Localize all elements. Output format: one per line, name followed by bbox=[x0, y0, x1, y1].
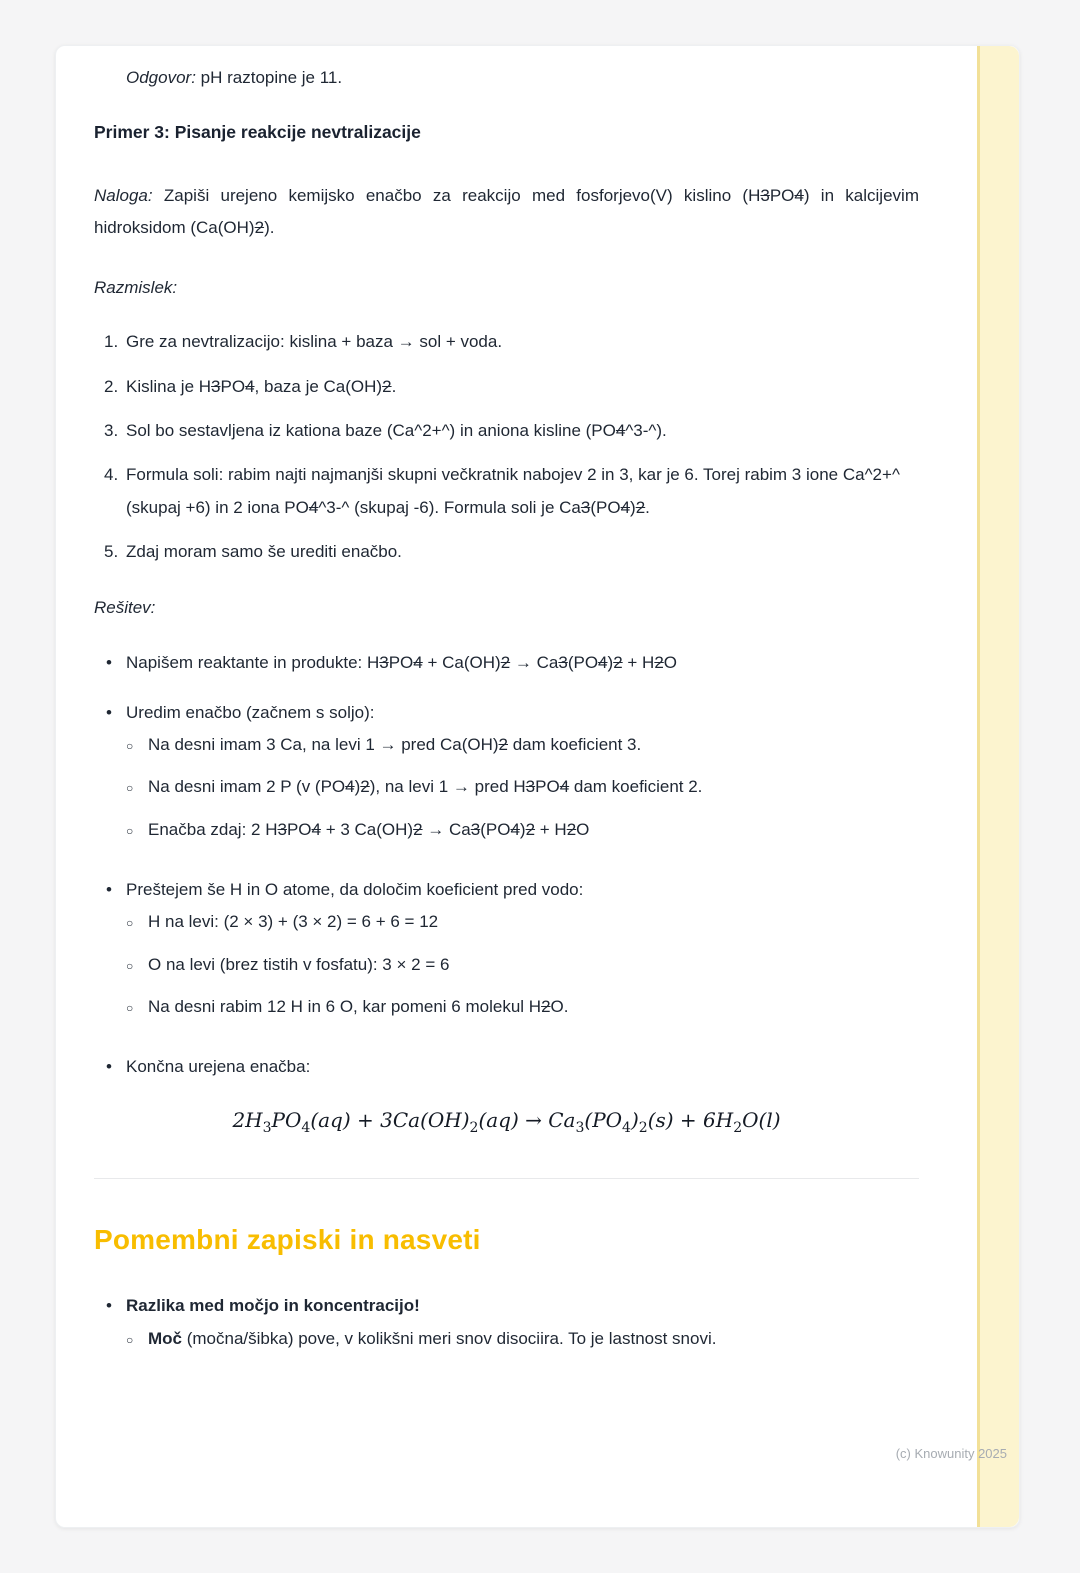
bullet-icon: • bbox=[106, 702, 112, 722]
text-segment: Končna urejena enačba: bbox=[126, 1057, 311, 1077]
text-segment: → Ca bbox=[422, 819, 471, 839]
list-item-body bbox=[126, 697, 919, 856]
text-segment: 2 bbox=[254, 217, 265, 237]
text-segment: Moč bbox=[148, 1328, 182, 1348]
text-segment: PO bbox=[535, 777, 560, 797]
text-segment: O na levi (brez tistih v fosfatu): 3 × 2 = 6 bbox=[148, 954, 450, 974]
text-segment: PO bbox=[271, 1108, 302, 1133]
text-segment: 4 bbox=[510, 819, 520, 839]
list-item-text bbox=[148, 906, 919, 938]
sub-list-item bbox=[126, 991, 919, 1023]
text-segment: 2H bbox=[232, 1108, 263, 1133]
text-segment: ) in kalcijevim hidroksidom (Ca(OH) bbox=[94, 185, 919, 237]
text-segment: ) bbox=[630, 1108, 639, 1133]
sub-bullet-icon: ○ bbox=[126, 781, 134, 796]
text-segment: (s) + 6H bbox=[647, 1108, 734, 1133]
document-card bbox=[55, 45, 1020, 1528]
list-item bbox=[94, 697, 919, 856]
text-segment: 3 bbox=[379, 652, 389, 672]
text-segment: Naloga: bbox=[94, 185, 153, 205]
text-segment: . bbox=[391, 376, 397, 396]
text-segment: ). bbox=[264, 217, 275, 237]
text-segment: 2 bbox=[500, 652, 511, 672]
list-item-text bbox=[126, 326, 919, 358]
notes-heading: Pomembni zapiski in nasveti bbox=[94, 1224, 481, 1256]
text-segment: PO bbox=[388, 652, 414, 672]
list-item-text bbox=[126, 874, 919, 906]
text-segment: 4 bbox=[622, 1120, 631, 1137]
list-item bbox=[94, 459, 919, 524]
text-segment: 2 bbox=[413, 819, 423, 839]
list-item bbox=[94, 1290, 919, 1365]
text-segment: 4 bbox=[413, 652, 423, 672]
bullet-icon: • bbox=[106, 880, 112, 899]
text-segment: Uredim enačbo (začnem s soljo): bbox=[126, 702, 375, 722]
text-segment: + Ca(OH) bbox=[422, 652, 501, 672]
reasoning-list bbox=[94, 326, 919, 568]
text-segment: 2 bbox=[525, 819, 536, 839]
list-item-text bbox=[148, 991, 919, 1023]
text-segment: Kislina je H bbox=[126, 376, 212, 396]
text-segment: PO bbox=[286, 819, 312, 839]
list-item-text bbox=[148, 949, 919, 981]
text-segment: ) bbox=[607, 652, 614, 672]
text-segment: Enačba zdaj: 2 H bbox=[148, 819, 278, 839]
sub-list bbox=[126, 729, 919, 846]
text-segment: (PO bbox=[567, 652, 599, 672]
sub-bullet-icon: ○ bbox=[126, 823, 134, 838]
text-segment: → Ca bbox=[510, 652, 559, 672]
text-segment: O bbox=[663, 652, 678, 672]
text-segment: ^3-^ (skupaj -6). Formula soli je Ca bbox=[318, 497, 581, 517]
notes-list bbox=[94, 1290, 919, 1365]
text-segment: + H bbox=[535, 819, 567, 839]
text-segment: PO bbox=[769, 185, 795, 205]
text-segment: 4 bbox=[615, 421, 626, 441]
list-item-text bbox=[126, 371, 919, 403]
sub-list-item bbox=[126, 1323, 919, 1355]
list-item-text bbox=[148, 729, 919, 761]
document-content bbox=[56, 46, 1019, 1365]
text-segment: Na desni imam 3 Ca, na levi 1 → pred Ca(OH) bbox=[148, 735, 499, 755]
list-number: 2. bbox=[104, 376, 119, 396]
text-segment: 4 bbox=[559, 777, 570, 797]
razmislek-label: Razmislek: bbox=[94, 278, 178, 298]
list-item bbox=[94, 371, 919, 403]
sub-list bbox=[126, 906, 919, 1023]
text-segment: Sol bo sestavljena iz kationa baze (Ca^2+^) in aniona kisline (PO bbox=[126, 421, 616, 441]
text-segment: . bbox=[645, 497, 650, 517]
text-segment: 4 bbox=[245, 376, 255, 396]
list-item-text bbox=[148, 814, 919, 846]
sub-list-item bbox=[126, 771, 919, 803]
sub-bullet-icon: ○ bbox=[126, 916, 134, 931]
text-segment: O bbox=[576, 819, 590, 839]
text-segment: + H bbox=[622, 652, 655, 672]
text-segment: 2 bbox=[654, 652, 664, 672]
bullet-icon: • bbox=[106, 652, 112, 672]
list-item-text bbox=[126, 697, 919, 729]
task-paragraph bbox=[94, 180, 919, 245]
text-segment: 3 bbox=[262, 1120, 272, 1137]
text-segment: 2 bbox=[566, 819, 577, 839]
text-segment: (aq) + 3Ca(OH) bbox=[310, 1108, 470, 1133]
text-segment: ^3-^). bbox=[625, 421, 667, 441]
list-item-body bbox=[126, 874, 919, 1033]
text-segment: 3 bbox=[580, 497, 591, 517]
text-segment: ), na levi 1 → pred H bbox=[369, 777, 526, 797]
list-number: 1. bbox=[104, 332, 119, 352]
list-item-text bbox=[126, 459, 919, 524]
text-segment: 4 bbox=[345, 777, 355, 797]
text-segment: Formula soli: rabim najti najmanjši skupni večkratnik nabojev 2 in 3, kar je 6. Torej rabim 3 ione Ca^2+^ (skupaj +6) in 2 iona PO bbox=[126, 465, 900, 517]
text-segment: 2 bbox=[541, 996, 551, 1016]
text-segment: ) bbox=[519, 819, 526, 839]
sub-list-item bbox=[126, 906, 919, 938]
text-segment: 4 bbox=[301, 1120, 311, 1137]
list-item bbox=[94, 536, 919, 568]
bullet-icon: • bbox=[106, 1057, 112, 1077]
text-segment: 3 bbox=[211, 376, 221, 396]
sub-bullet-icon: ○ bbox=[126, 1332, 134, 1347]
list-item bbox=[94, 415, 919, 447]
text-segment: 2 bbox=[638, 1120, 648, 1137]
text-segment: 2 bbox=[469, 1120, 479, 1137]
text-segment: 2 bbox=[613, 652, 623, 672]
list-item-text bbox=[126, 1290, 919, 1322]
text-segment: Napišem reaktante in produkte: H bbox=[126, 652, 380, 672]
list-number: 5. bbox=[104, 541, 119, 561]
list-item-text bbox=[148, 771, 919, 803]
text-segment: 3 bbox=[575, 1120, 585, 1137]
sub-bullet-icon: ○ bbox=[126, 1000, 134, 1015]
text-segment: Zdaj moram samo še urediti enačbo. bbox=[126, 541, 402, 561]
text-segment: ) bbox=[630, 497, 636, 517]
list-item bbox=[94, 874, 919, 1033]
text-segment: 3 bbox=[525, 777, 536, 797]
text-segment: pH raztopine je 11. bbox=[195, 68, 343, 87]
text-segment: (PO bbox=[480, 819, 511, 839]
example-heading: Primer 3: Pisanje reakcije nevtralizacije bbox=[94, 122, 421, 143]
sub-bullet-icon: ○ bbox=[126, 739, 134, 754]
text-segment: Preštejem še H in O atome, da določim koeficient pred vodo: bbox=[126, 880, 584, 899]
chemical-equation bbox=[94, 1101, 919, 1142]
resitev-label: Rešitev: bbox=[94, 598, 156, 618]
text-segment: PO bbox=[220, 376, 246, 396]
text-segment: 4 bbox=[620, 497, 631, 517]
text-segment: 3 bbox=[760, 185, 770, 205]
text-segment: H na levi: (2 × 3) + (3 × 2) = 6 + 6 = 12 bbox=[148, 912, 439, 932]
text-segment: Na desni imam 2 P (v (PO bbox=[148, 777, 346, 797]
text-segment: 2 bbox=[498, 735, 508, 755]
list-item-text bbox=[148, 1323, 919, 1355]
answer-line bbox=[94, 62, 919, 94]
text-segment: + 3 Ca(OH) bbox=[320, 819, 414, 839]
sub-list-item bbox=[126, 729, 919, 761]
text-segment: 4 bbox=[794, 185, 804, 205]
text-segment: 4 bbox=[598, 652, 608, 672]
text-segment: (aq) → Ca bbox=[478, 1108, 576, 1133]
text-segment: Razlika med močjo in koncentracijo! bbox=[126, 1296, 420, 1316]
text-segment: (PO bbox=[584, 1108, 623, 1133]
text-segment: O. bbox=[550, 996, 569, 1016]
text-segment: 4 bbox=[308, 497, 319, 517]
list-item-text bbox=[126, 415, 919, 447]
text-segment: 2 bbox=[360, 777, 370, 797]
list-item-text bbox=[126, 536, 919, 568]
text-segment: 3 bbox=[277, 819, 287, 839]
list-item-text bbox=[126, 647, 919, 679]
list-item-body bbox=[126, 1290, 919, 1365]
sub-bullet-icon: ○ bbox=[126, 958, 134, 973]
section-divider bbox=[94, 1178, 919, 1179]
list-item bbox=[94, 326, 919, 358]
text-segment: Na desni rabim 12 H in 6 O, kar pomeni 6 molekul H bbox=[148, 996, 542, 1016]
text-segment: 3 bbox=[470, 819, 481, 839]
text-segment: Odgovor: bbox=[126, 68, 196, 87]
sub-list-item bbox=[126, 814, 919, 846]
list-item bbox=[94, 647, 919, 679]
text-segment: (močna/šibka) pove, v kolikšni meri snov disociira. To je lastnost snovi. bbox=[182, 1328, 717, 1348]
text-segment: 2 bbox=[382, 376, 392, 396]
text-segment: 4 bbox=[311, 819, 321, 839]
list-number: 3. bbox=[104, 421, 119, 441]
text-segment: Gre za nevtralizacijo: kislina + baza → sol + voda. bbox=[126, 332, 503, 352]
text-segment: 2 bbox=[635, 497, 646, 517]
text-segment: Zapiši urejeno kemijsko enačbo za reakcijo med fosforjevo(V) kislino (H bbox=[152, 185, 761, 205]
solution-list bbox=[94, 647, 919, 1084]
text-segment: 2 bbox=[733, 1120, 743, 1137]
list-item-text bbox=[126, 1051, 919, 1083]
list-number: 4. bbox=[104, 465, 119, 485]
bullet-icon: • bbox=[106, 1296, 112, 1316]
text-segment: dam koeficient 2. bbox=[569, 777, 703, 797]
text-segment: , baza je Ca(OH) bbox=[254, 376, 383, 396]
text-segment: 3 bbox=[558, 652, 568, 672]
text-segment: ) bbox=[354, 777, 361, 797]
list-item bbox=[94, 1051, 919, 1083]
sub-list bbox=[126, 1323, 919, 1355]
sub-list-item bbox=[126, 949, 919, 981]
copyright-footer: (c) Knowunity 2025 bbox=[895, 1446, 1007, 1461]
text-segment: O(l) bbox=[742, 1108, 781, 1133]
text-segment: dam koeficient 3. bbox=[508, 735, 642, 755]
text-segment: (PO bbox=[590, 497, 621, 517]
